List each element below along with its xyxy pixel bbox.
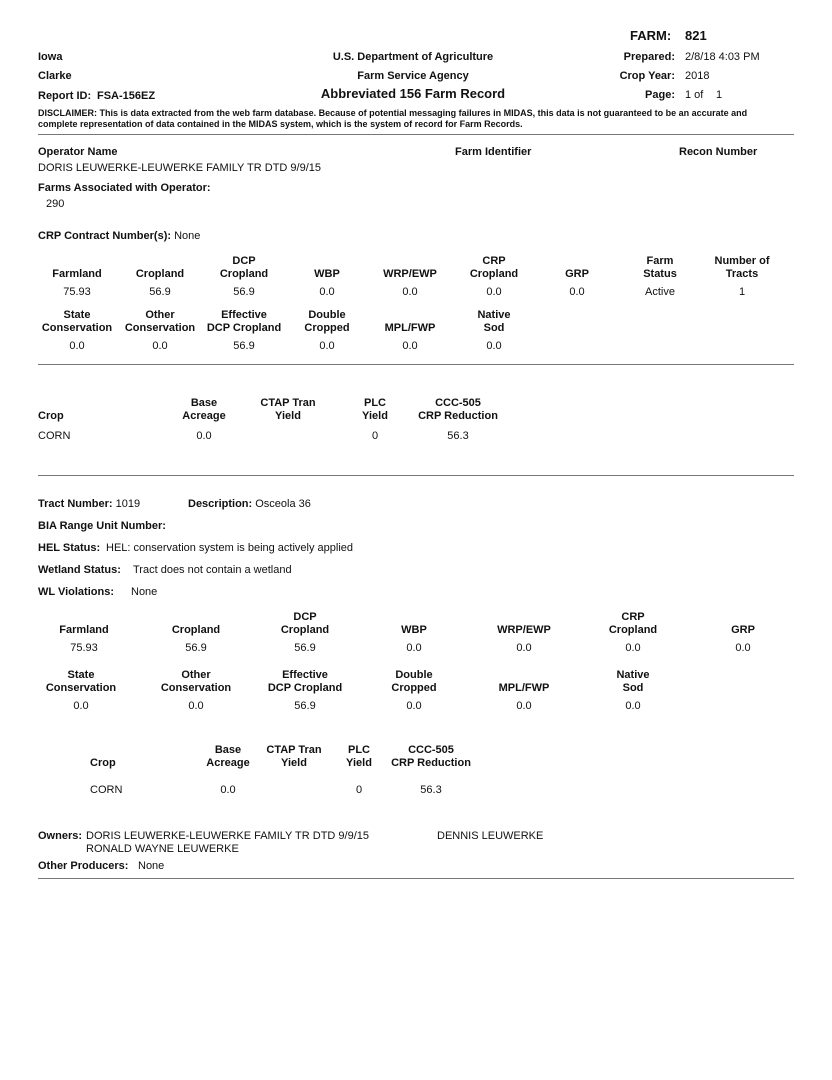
farm-table-header-line2: Status bbox=[643, 268, 677, 280]
tract-table-header-line1 bbox=[470, 611, 578, 624]
farm-table-header bbox=[700, 255, 784, 281]
farm-crop-cell: 0 bbox=[371, 430, 379, 442]
page-value: 1 of bbox=[685, 89, 704, 101]
farm-table-header bbox=[368, 255, 452, 281]
farm-crop-header-line1: CTAP Tran bbox=[260, 397, 316, 409]
tract-table-header bbox=[579, 611, 687, 637]
farm-table-header-line2: Conservation bbox=[124, 322, 196, 334]
tract-table-header-line2: GRP bbox=[731, 624, 755, 636]
farm-table-value: 0.0 bbox=[402, 286, 418, 298]
tract-table-header-line2: Sod bbox=[622, 682, 644, 694]
tract-table-header-line1: Other bbox=[181, 669, 211, 681]
crp-contract-label: CRP Contract Number(s): bbox=[38, 230, 172, 242]
farm-table-header bbox=[202, 309, 286, 335]
prepared-value: 2/8/18 4:03 PM bbox=[685, 51, 760, 63]
tract-number-value: 1019 bbox=[115, 498, 141, 510]
farm-identifier-label: Farm Identifier bbox=[455, 146, 532, 158]
wetland-status-label: Wetland Status: bbox=[38, 564, 121, 576]
farm-table-value: 0.0 bbox=[152, 340, 168, 352]
farm-crop-header-line2: Crop bbox=[38, 410, 64, 422]
farm-table-header bbox=[368, 309, 452, 335]
disclaimer-line2: complete representation of data contained in the MIDAS system, which is the system of record for Farm Records. bbox=[38, 119, 523, 129]
divider bbox=[38, 134, 794, 135]
farm-table-header bbox=[452, 255, 536, 281]
farm-table-header-line2: WRP/EWP bbox=[383, 268, 437, 280]
farm-table-header-line2: GRP bbox=[565, 268, 589, 280]
farm-table-header bbox=[202, 255, 286, 281]
tract-crop-header-line1: CTAP Tran bbox=[266, 744, 322, 756]
tract-table-header bbox=[251, 611, 359, 637]
owners-label: Owners: bbox=[38, 830, 83, 842]
divider bbox=[38, 878, 794, 879]
tract-table-value: 0.0 bbox=[516, 642, 532, 654]
tract-crop-header-line1 bbox=[90, 744, 190, 757]
tract-table-header-line1 bbox=[689, 611, 797, 624]
tract-table-header-line1 bbox=[470, 669, 578, 682]
farm-table-value: 56.9 bbox=[233, 286, 255, 298]
farm-table-header bbox=[285, 255, 369, 281]
farm-table-header bbox=[618, 255, 702, 281]
farm-table-header-line2: DCP Cropland bbox=[206, 322, 282, 334]
other-producers-label: Other Producers: bbox=[38, 860, 129, 872]
tract-crop-cell: 0 bbox=[355, 784, 363, 796]
tract-crop-header-line1: PLC bbox=[348, 744, 370, 756]
hel-status-value: HEL: conservation system is being actively applied bbox=[106, 542, 354, 554]
farm-table-value: 0.0 bbox=[319, 340, 335, 352]
tract-crop-header bbox=[90, 744, 190, 770]
crop-year-label: Crop Year: bbox=[619, 70, 675, 82]
hel-status-label: HEL Status: bbox=[38, 542, 101, 554]
farm-table-header-line2: Cropland bbox=[135, 268, 185, 280]
farm-table-header bbox=[35, 255, 119, 281]
tract-table-header-line1 bbox=[30, 611, 138, 624]
farm-table-header-line1 bbox=[368, 309, 452, 322]
tract-table-header-line2: WRP/EWP bbox=[497, 624, 551, 636]
farm-crop-header-line2: Yield bbox=[275, 410, 301, 422]
tract-table-header bbox=[27, 669, 135, 695]
farm-table-header bbox=[118, 309, 202, 335]
tract-description-label: Description: bbox=[188, 498, 253, 510]
farm-table-header-line1: State bbox=[63, 309, 91, 321]
tract-table-header-line2: Cropland bbox=[171, 624, 221, 636]
tract-crop-cell: 0.0 bbox=[220, 784, 236, 796]
farm-number: 821 bbox=[685, 28, 707, 43]
tract-table-header bbox=[142, 669, 250, 695]
page-total: 1 bbox=[716, 89, 723, 101]
tract-table-value: 0.0 bbox=[406, 700, 422, 712]
farm-crop-header-line1: PLC bbox=[364, 397, 386, 409]
farm-crop-header-line2: Yield bbox=[362, 410, 388, 422]
farm-table-value: 75.93 bbox=[63, 286, 91, 298]
farm-crop-cell: 56.3 bbox=[447, 430, 469, 442]
farm-table-header bbox=[535, 255, 619, 281]
tract-table-header-line1: State bbox=[67, 669, 95, 681]
divider bbox=[38, 364, 794, 365]
disclaimer bbox=[38, 108, 800, 130]
tract-crop-header-line2: CRP Reduction bbox=[391, 757, 471, 769]
tract-table-header-line1: Double bbox=[395, 669, 433, 681]
tract-table-header bbox=[142, 611, 250, 637]
crp-contract-value: None bbox=[174, 230, 201, 242]
farm-table-header bbox=[35, 309, 119, 335]
farm-crop-header-line2: CRP Reduction bbox=[418, 410, 498, 422]
operator-name: DORIS LEUWERKE-LEUWERKE FAMILY TR DTD 9/9/15 bbox=[38, 162, 322, 174]
report-id-label: Report ID: bbox=[38, 90, 92, 102]
tract-table-header-line1: Native bbox=[616, 669, 650, 681]
farm-table-header-line1: Farm bbox=[646, 255, 674, 267]
tract-table-header-line2: Cropland bbox=[280, 624, 330, 636]
tract-number-label: Tract Number: bbox=[38, 498, 113, 510]
farm-table-header-line1: CRP bbox=[482, 255, 506, 267]
tract-table-value: 0.0 bbox=[516, 700, 532, 712]
tract-crop-header-line1: CCC-505 bbox=[408, 744, 454, 756]
farms-associated-label: Farms Associated with Operator: bbox=[38, 182, 211, 194]
farm-table-header-line1 bbox=[35, 255, 119, 268]
tract-table-header-line2: Cropland bbox=[608, 624, 658, 636]
tract-table-header-line2: Farmland bbox=[59, 624, 109, 636]
disclaimer-line1: This is data extracted from the web farm database. Because of potential messaging failures in MIDAS, this data is not guaranteed to be an accurate and bbox=[99, 108, 748, 118]
farm-table-header-line1: DCP bbox=[232, 255, 256, 267]
farm-table-header-line1 bbox=[285, 255, 369, 268]
farm-crop-header-line1: CCC-505 bbox=[435, 397, 481, 409]
recon-number-label: Recon Number bbox=[679, 146, 758, 158]
tract-table-header bbox=[360, 669, 468, 695]
operator-name-label: Operator Name bbox=[38, 146, 118, 158]
crp-contract bbox=[38, 230, 200, 242]
farm-table-value: Active bbox=[645, 286, 675, 298]
farm-label: FARM: bbox=[630, 28, 672, 43]
owner-3: RONALD WAYNE LEUWERKE bbox=[86, 843, 239, 855]
owner-2: DENNIS LEUWERKE bbox=[437, 830, 544, 842]
agency-line1: U.S. Department of Agriculture bbox=[332, 51, 494, 63]
tract-table-header-line2: MPL/FWP bbox=[498, 682, 550, 694]
tract-table-header bbox=[470, 669, 578, 695]
bia-range-label: BIA Range Unit Number: bbox=[38, 520, 166, 532]
farm-table-header-line2: Tracts bbox=[725, 268, 759, 280]
farm-crop-header bbox=[238, 397, 338, 423]
farm-crop-header bbox=[408, 397, 508, 423]
tract-table-header-line1 bbox=[142, 611, 250, 624]
tract-table-value: 0.0 bbox=[625, 700, 641, 712]
page-label: Page: bbox=[645, 89, 675, 101]
tract-table-value: 56.9 bbox=[294, 700, 316, 712]
tract-table-header-line2: Cropped bbox=[391, 682, 437, 694]
page-title: Abbreviated 156 Farm Record bbox=[320, 86, 506, 101]
farm-crop-header-line1: Base bbox=[190, 397, 218, 409]
crop-year-value: 2018 bbox=[685, 70, 710, 82]
tract-crop-header bbox=[381, 744, 481, 770]
tract-table-value: 0.0 bbox=[625, 642, 641, 654]
tract-table-header bbox=[30, 611, 138, 637]
farm-table-header bbox=[285, 309, 369, 335]
tract-table-header-line2: WBP bbox=[401, 624, 427, 636]
agency-line2: Farm Service Agency bbox=[357, 70, 469, 82]
farm-table-header-line2: Cropland bbox=[219, 268, 269, 280]
farm-table-value: 56.9 bbox=[149, 286, 171, 298]
tract-table-header bbox=[251, 669, 359, 695]
tract-table-header bbox=[360, 611, 468, 637]
tract-table-header-line1: Effective bbox=[282, 669, 328, 681]
farm-crop-cell: CORN bbox=[38, 430, 71, 442]
tract-table-value: 56.9 bbox=[294, 642, 316, 654]
farm-table-header-line2: MPL/FWP bbox=[384, 322, 436, 334]
tract-crop-header-line1: Base bbox=[214, 744, 242, 756]
farm-table-header-line2: WBP bbox=[314, 268, 340, 280]
tract-crop-header-line2: Yield bbox=[281, 757, 307, 769]
owner-1: DORIS LEUWERKE-LEUWERKE FAMILY TR DTD 9/9/15 bbox=[86, 830, 370, 842]
farm-table-header-line1: Number of bbox=[714, 255, 770, 267]
farm-table-value: 0.0 bbox=[486, 340, 502, 352]
tract-table-value: 0.0 bbox=[73, 700, 89, 712]
farm-table-header bbox=[118, 255, 202, 281]
tract-table-header bbox=[689, 611, 797, 637]
prepared-label: Prepared: bbox=[623, 51, 675, 63]
farm-table-header-line2: Conservation bbox=[41, 322, 113, 334]
farm-table-value: 0.0 bbox=[319, 286, 335, 298]
wl-violations-value: None bbox=[131, 586, 158, 598]
farm-crop-cell: 0.0 bbox=[196, 430, 212, 442]
wl-violations-label: WL Violations: bbox=[38, 586, 114, 598]
farm-crop-header bbox=[38, 397, 138, 423]
farm-crop-header-line2: Acreage bbox=[182, 410, 226, 422]
farm-table-value: 0.0 bbox=[69, 340, 85, 352]
tract-table-value: 56.9 bbox=[185, 642, 207, 654]
farm-table-value: 1 bbox=[738, 286, 746, 298]
tract-table-header bbox=[470, 611, 578, 637]
other-producers-value: None bbox=[138, 860, 165, 872]
wetland-status-value: Tract does not contain a wetland bbox=[133, 564, 292, 576]
report-id: FSA-156EZ bbox=[97, 90, 156, 102]
tract-table-value: 0.0 bbox=[188, 700, 204, 712]
tract-number bbox=[38, 498, 140, 510]
farm-table-value: 0.0 bbox=[402, 340, 418, 352]
tract-table-header-line2: Conservation bbox=[160, 682, 232, 694]
farm-table-header-line1: Other bbox=[145, 309, 175, 321]
tract-table-value: 0.0 bbox=[735, 642, 751, 654]
farm-table-header-line2: Farmland bbox=[52, 268, 102, 280]
county: Clarke bbox=[38, 70, 72, 82]
farm-table-header-line2: Cropland bbox=[469, 268, 519, 280]
disclaimer-label: DISCLAIMER: bbox=[38, 108, 97, 118]
farm-crop-header-line1 bbox=[38, 397, 138, 410]
farm-table-header bbox=[452, 309, 536, 335]
farms-associated-value: 290 bbox=[46, 198, 65, 210]
tract-crop-cell: CORN bbox=[90, 784, 123, 796]
tract-crop-header-line2: Yield bbox=[346, 757, 372, 769]
tract-table-value: 75.93 bbox=[70, 642, 98, 654]
farm-table-header-line1: Double bbox=[308, 309, 346, 321]
farm-table-header-line1: Native bbox=[477, 309, 511, 321]
farm-table-header-line1 bbox=[535, 255, 619, 268]
farm-table-header-line2: Cropped bbox=[304, 322, 350, 334]
farm-table-value: 0.0 bbox=[486, 286, 502, 298]
tract-crop-header-line2: Acreage bbox=[206, 757, 250, 769]
tract-table-header-line1: DCP bbox=[293, 611, 317, 623]
farm-table-value: 56.9 bbox=[233, 340, 255, 352]
state: Iowa bbox=[38, 51, 63, 63]
tract-table-header bbox=[579, 669, 687, 695]
tract-description-value: Osceola 36 bbox=[255, 498, 311, 510]
farm-table-header-line2: Sod bbox=[483, 322, 505, 334]
farm-table-value: 0.0 bbox=[569, 286, 585, 298]
farm-table-header-line1 bbox=[368, 255, 452, 268]
tract-table-header-line1: CRP bbox=[621, 611, 645, 623]
tract-table-header-line1 bbox=[360, 611, 468, 624]
farm-table-header-line1: Effective bbox=[221, 309, 267, 321]
tract-crop-header-line2: Crop bbox=[90, 757, 116, 769]
tract-table-header-line2: DCP Cropland bbox=[267, 682, 343, 694]
tract-table-header-line2: Conservation bbox=[45, 682, 117, 694]
tract-description bbox=[188, 498, 311, 510]
divider bbox=[38, 475, 794, 476]
tract-crop-cell: 56.3 bbox=[420, 784, 442, 796]
farm-table-header-line1 bbox=[118, 255, 202, 268]
tract-table-value: 0.0 bbox=[406, 642, 422, 654]
